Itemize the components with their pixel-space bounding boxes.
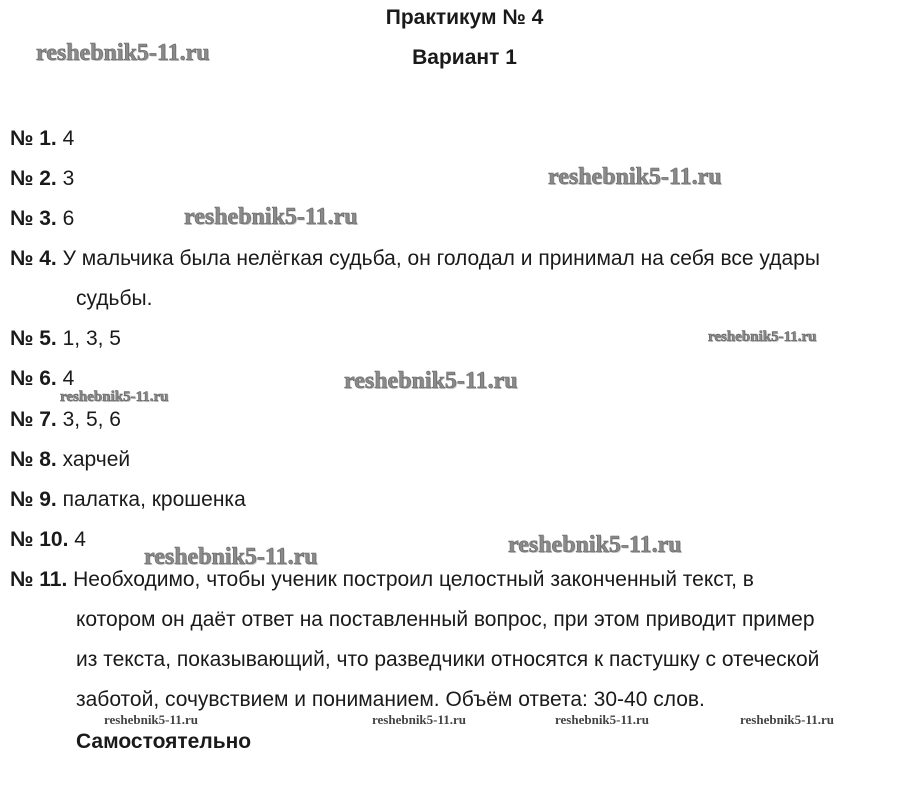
watermark: reshebnik5-11.ru xyxy=(708,329,817,345)
answer-text: У мальчика была нелёгкая судьба, он голодал и принимал на себя все удары xyxy=(62,247,820,270)
answer-text: 4 xyxy=(62,367,75,390)
answer-9 xyxy=(10,480,915,520)
answer-text: 1, 3, 5 xyxy=(62,327,121,350)
watermark: reshebnik5-11.ru xyxy=(60,389,169,405)
answer-number: № 6. xyxy=(10,367,57,390)
answer-text: 3 xyxy=(62,167,75,190)
answer-text: палатка, крошенка xyxy=(62,488,246,511)
section-heading: Самостоятельно xyxy=(76,730,252,753)
watermark: reshebnik5-11.ru xyxy=(740,712,835,727)
answer-number: № 1. xyxy=(10,127,57,150)
answer-text: Необходимо, чтобы ученик построил целостный законченный текст, в xyxy=(73,568,754,591)
answer-number: № 8. xyxy=(10,448,57,471)
answer-text: судьбы. xyxy=(76,287,153,310)
answer-3 xyxy=(10,199,915,239)
answer-text: из текста, показывающий, что разведчики относятся к пастушку с отеческой xyxy=(76,648,820,671)
watermark: reshebnik5-11.ru xyxy=(548,164,722,190)
answer-1 xyxy=(10,119,915,159)
watermark: reshebnik5-11.ru xyxy=(144,544,318,570)
answer-number: № 2. xyxy=(10,167,57,190)
answer-number: № 3. xyxy=(10,207,57,230)
watermark: reshebnik5-11.ru xyxy=(344,368,518,394)
answer-number: № 11. xyxy=(10,568,68,591)
answer-number: № 5. xyxy=(10,327,57,350)
answer-text: 3, 5, 6 xyxy=(62,408,121,431)
watermark: reshebnik5-11.ru xyxy=(508,532,682,558)
answer-text: 4 xyxy=(62,127,75,150)
watermark: reshebnik5-11.ru xyxy=(555,712,650,727)
answer-number: № 10. xyxy=(10,528,69,551)
answer-4 xyxy=(10,239,915,279)
answer-number: № 4. xyxy=(10,247,57,270)
watermark: reshebnik5-11.ru xyxy=(104,712,199,727)
answer-4-continuation xyxy=(10,279,915,319)
watermark: reshebnik5-11.ru xyxy=(184,204,358,230)
answer-11-continuation xyxy=(10,640,915,680)
page-title: Практикум № 4 xyxy=(385,6,544,29)
answer-8 xyxy=(10,440,915,480)
answer-2 xyxy=(10,159,915,199)
answer-text: 6 xyxy=(62,207,75,230)
variant-heading: Вариант 1 xyxy=(412,46,517,69)
answer-number: № 7. xyxy=(10,408,57,431)
watermark: reshebnik5-11.ru xyxy=(36,40,210,66)
watermark: reshebnik5-11.ru xyxy=(372,712,467,727)
answer-number: № 9. xyxy=(10,488,57,511)
answer-text: заботой, сочувствием и пониманием. Объём ответа: 30-40 слов. xyxy=(76,688,705,711)
answer-text: харчей xyxy=(62,448,131,471)
answer-text: 4 xyxy=(74,528,86,551)
answer-text: котором он даёт ответ на поставленный вопрос, при этом приводит пример xyxy=(76,608,815,631)
answer-11-continuation xyxy=(10,600,915,640)
answer-7 xyxy=(10,400,915,440)
